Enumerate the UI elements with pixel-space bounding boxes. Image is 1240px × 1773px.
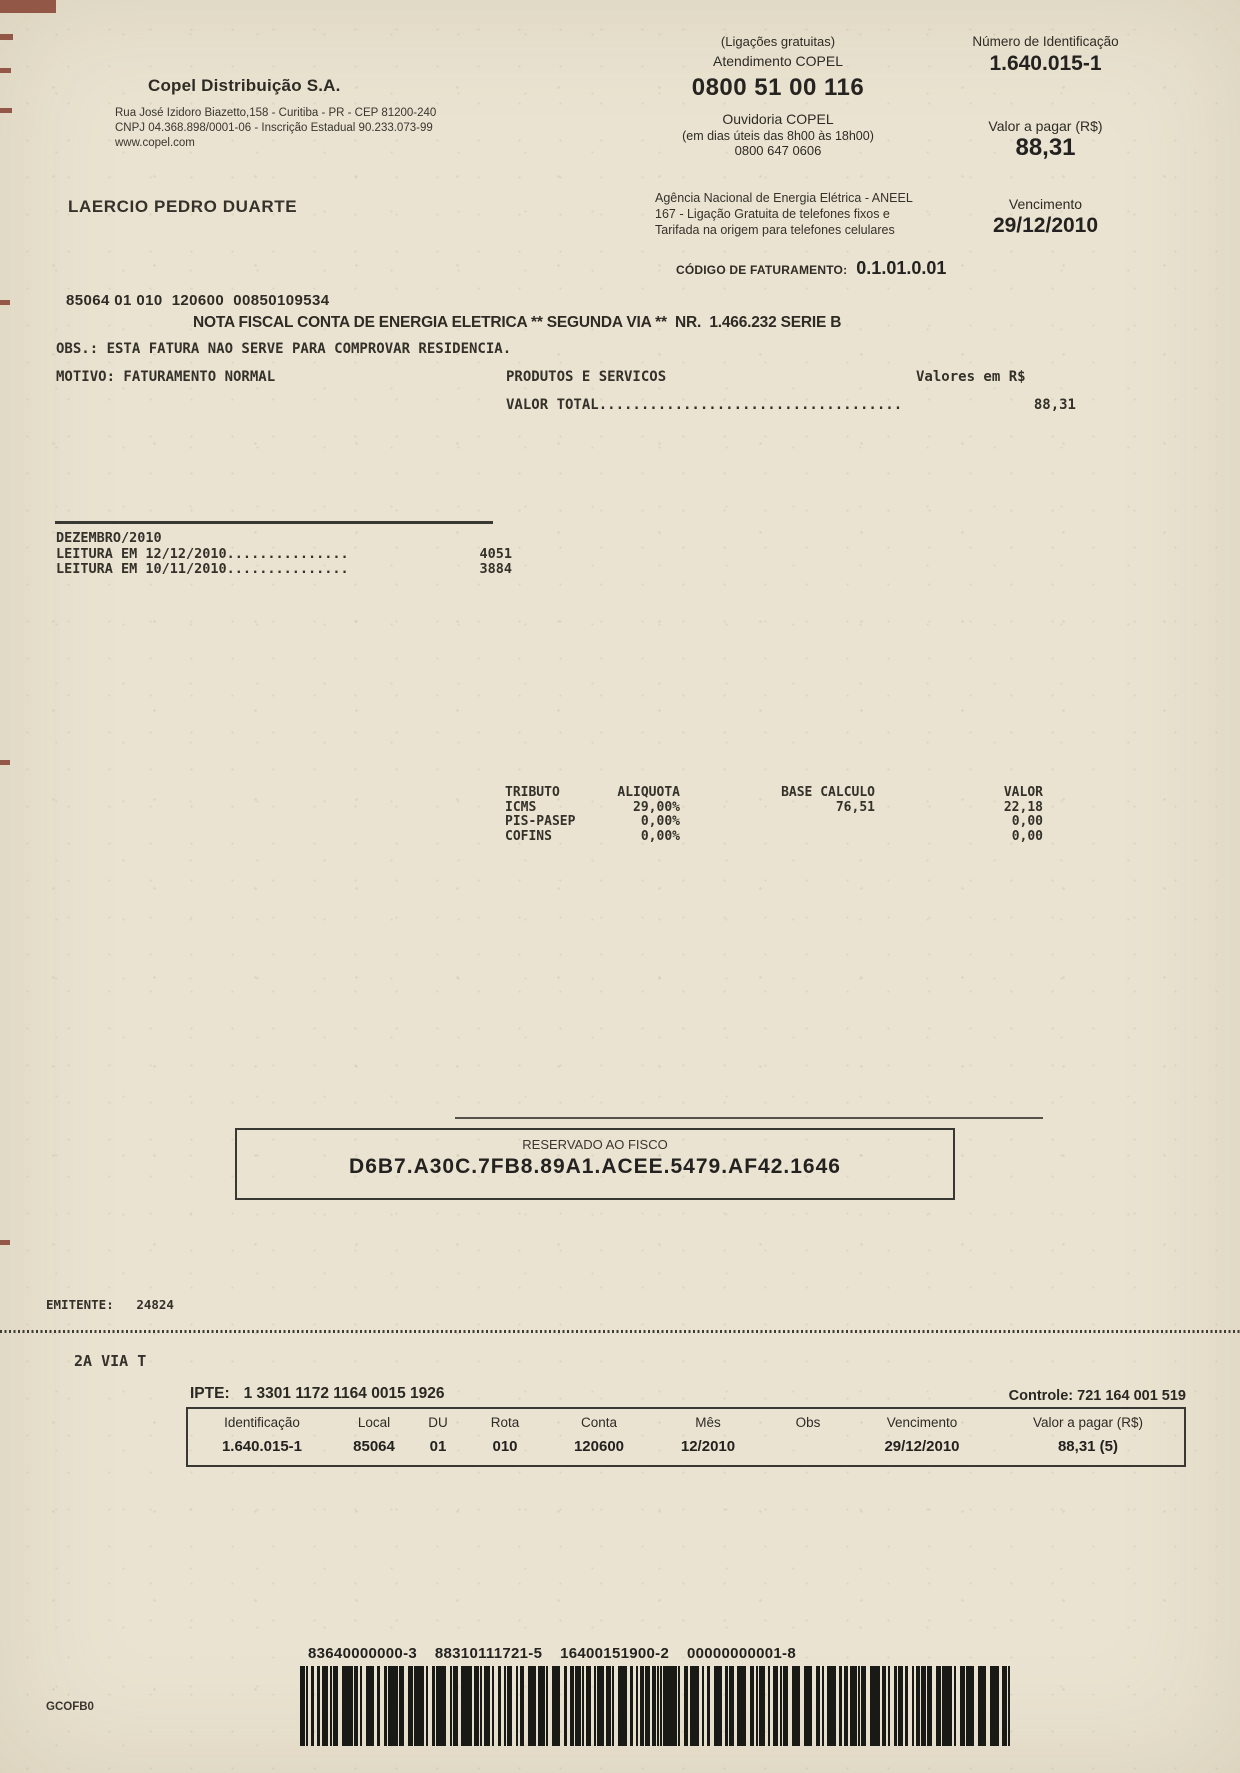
ipte-value: 1 3301 1172 1164 0015 1926 <box>243 1385 445 1402</box>
val-rota: 010 <box>492 1438 518 1455</box>
emitente-label: EMITENTE: <box>46 1297 114 1312</box>
reading-month: DEZEMBRO/2010 <box>56 530 162 546</box>
scan-artifact <box>0 760 10 765</box>
scan-artifact <box>0 1240 10 1245</box>
payment-table-header <box>188 1409 1184 1430</box>
ipte-label: IPTE: <box>190 1385 230 1402</box>
payment-table <box>186 1407 1186 1467</box>
tax-aliquota: 0,00% <box>640 814 680 829</box>
ouvidoria-phone: 0800 647 0606 <box>734 143 822 158</box>
dotted-separator <box>0 1330 1240 1333</box>
scan-artifact <box>0 68 11 73</box>
company-name: Copel Distribuição S.A. <box>148 76 341 95</box>
tax-header-valor: VALOR <box>1003 785 1043 800</box>
products-header: PRODUTOS E SERVICOS <box>506 369 667 385</box>
tax-name: PIS-PASEP <box>505 814 576 829</box>
tax-aliquota: 0,00% <box>640 828 680 844</box>
tax-header-aliquota: ALIQUOTA <box>617 785 680 800</box>
separator-line <box>55 521 493 524</box>
col-mes: Mês <box>695 1415 721 1430</box>
values-header: Valores em R$ <box>916 369 1026 385</box>
free-calls-note: (Ligações gratuitas) <box>720 34 836 49</box>
total-value: 88,31 <box>1033 397 1076 413</box>
val-local: 85064 <box>353 1438 395 1455</box>
controle-value: 721 164 001 519 <box>1077 1388 1186 1404</box>
due-date-group <box>918 196 1173 238</box>
col-local: Local <box>357 1415 391 1430</box>
barcode-digits: 83640000000-3 88310111721-5 16400151900-2 00000000001-8 <box>308 1645 796 1662</box>
obs-line: OBS.: ESTA FATURA NAO SERVE PARA COMPROVAR RESIDENCIA. <box>56 341 512 357</box>
aneel-line1: Agência Nacional de Energia Elétrica - ANEEL <box>655 191 913 205</box>
atendimento-phone: 0800 51 00 116 <box>691 74 865 101</box>
tax-base: 76,51 <box>835 799 875 815</box>
col-rota: Rota <box>490 1415 520 1430</box>
val-valor: 88,31 (5) <box>1057 1438 1119 1455</box>
company-address-line1: Rua José Izidoro Biazetto,158 - Curitiba - PR - CEP 81200-240 <box>115 107 437 119</box>
scan-artifact <box>0 108 12 113</box>
amount-due-label: Valor a pagar (R$) <box>988 118 1103 134</box>
reading-line <box>56 547 512 563</box>
col-vencimento: Vencimento <box>886 1415 958 1430</box>
tax-header-tributo: TRIBUTO <box>505 785 560 800</box>
aneel-line3: Tarifada na origem para telefones celulares <box>655 223 895 237</box>
reading-value: 4051 <box>479 545 512 562</box>
controle-line <box>930 1388 1186 1404</box>
scan-artifact <box>0 34 13 40</box>
amount-due-value: 88,31 <box>1015 134 1076 161</box>
tax-valor: 0,00 <box>1011 814 1043 829</box>
col-du: DU <box>428 1415 448 1430</box>
billing-code <box>676 258 946 279</box>
val-du: 01 <box>429 1438 447 1455</box>
due-date-label: Vencimento <box>1008 196 1083 212</box>
company-address <box>115 106 436 151</box>
tax-table <box>505 786 1043 844</box>
company-website: www.copel.com <box>115 137 195 149</box>
val-mes: 12/2010 <box>680 1438 736 1455</box>
val-identificacao: 1.640.015-1 <box>221 1438 303 1455</box>
controle-label: Controle: <box>1008 1388 1074 1404</box>
tax-valor: 22,18 <box>1003 799 1043 815</box>
second-via-label: 2A VIA T <box>74 1352 147 1370</box>
tax-aliquota: 29,00% <box>633 799 680 815</box>
emitente-value: 24824 <box>136 1297 174 1312</box>
tax-name: ICMS <box>505 799 537 815</box>
billing-code-value: 0.1.01.0.01 <box>856 258 947 278</box>
tax-name: COFINS <box>505 828 552 844</box>
meter-readings <box>56 531 512 578</box>
tax-base <box>680 830 875 845</box>
val-conta: 120600 <box>573 1438 625 1455</box>
val-vencimento: 29/12/2010 <box>884 1438 960 1455</box>
val-obs <box>764 1430 852 1465</box>
tax-base <box>680 815 875 830</box>
amount-due-group <box>918 118 1173 162</box>
customer-name: LAERCIO PEDRO DUARTE <box>68 197 298 216</box>
contact-block <box>628 34 928 158</box>
payment-table-values <box>188 1430 1184 1465</box>
reference-line: 85064 01 010 120600 00850109534 <box>66 292 330 309</box>
reading-line <box>56 562 512 578</box>
fisco-title: RESERVADO AO FISCO <box>522 1137 668 1152</box>
billing-code-label: CÓDIGO DE FATURAMENTO: <box>676 263 848 277</box>
reading-value: 3884 <box>479 561 512 577</box>
identification-group <box>918 34 1173 76</box>
fold-line <box>455 1117 1043 1119</box>
tax-header-base: BASE CALCULO <box>781 785 875 800</box>
col-conta: Conta <box>580 1415 618 1430</box>
scan-artifact <box>0 0 56 13</box>
barcode <box>300 1666 1012 1746</box>
ipte-line <box>190 1385 444 1403</box>
scan-artifact <box>0 300 10 305</box>
reading-label: LEITURA EM 10/11/2010............... <box>56 561 349 577</box>
atendimento-label: Atendimento COPEL <box>713 53 843 69</box>
col-valor: Valor a pagar (R$) <box>1032 1415 1144 1430</box>
fisco-code: D6B7.A30C.7FB8.89A1.ACEE.5479.AF42.1646 <box>349 1155 841 1178</box>
ouvidoria-hours: (em dias úteis das 8h00 às 18h00) <box>682 129 874 143</box>
motivo-line: MOTIVO: FATURAMENTO NORMAL <box>56 369 276 385</box>
invoice-title: NOTA FISCAL CONTA DE ENERGIA ELETRICA ** SEGUNDA VIA ** NR. 1.466.232 SERIE B <box>193 314 842 331</box>
due-date-value: 29/12/2010 <box>992 214 1099 237</box>
total-label: VALOR TOTAL.................................... <box>506 397 903 413</box>
identification-label: Número de Identificação <box>972 34 1119 49</box>
col-obs: Obs <box>795 1415 821 1430</box>
form-code: GCOFB0 <box>46 1701 94 1713</box>
aneel-line2: 167 - Ligação Gratuita de telefones fixos e <box>655 207 890 221</box>
identification-value: 1.640.015-1 <box>989 52 1102 75</box>
emitente-line <box>46 1297 174 1312</box>
tax-valor: 0,00 <box>1011 828 1043 844</box>
reading-label: LEITURA EM 12/12/2010............... <box>56 545 349 562</box>
fisco-box <box>235 1128 955 1200</box>
company-address-line2: CNPJ 04.368.898/0001-06 - Inscrição Estadual 90.233.073-99 <box>115 122 433 134</box>
col-identificacao: Identificação <box>224 1415 300 1430</box>
ouvidoria-label: Ouvidoria COPEL <box>722 111 834 127</box>
